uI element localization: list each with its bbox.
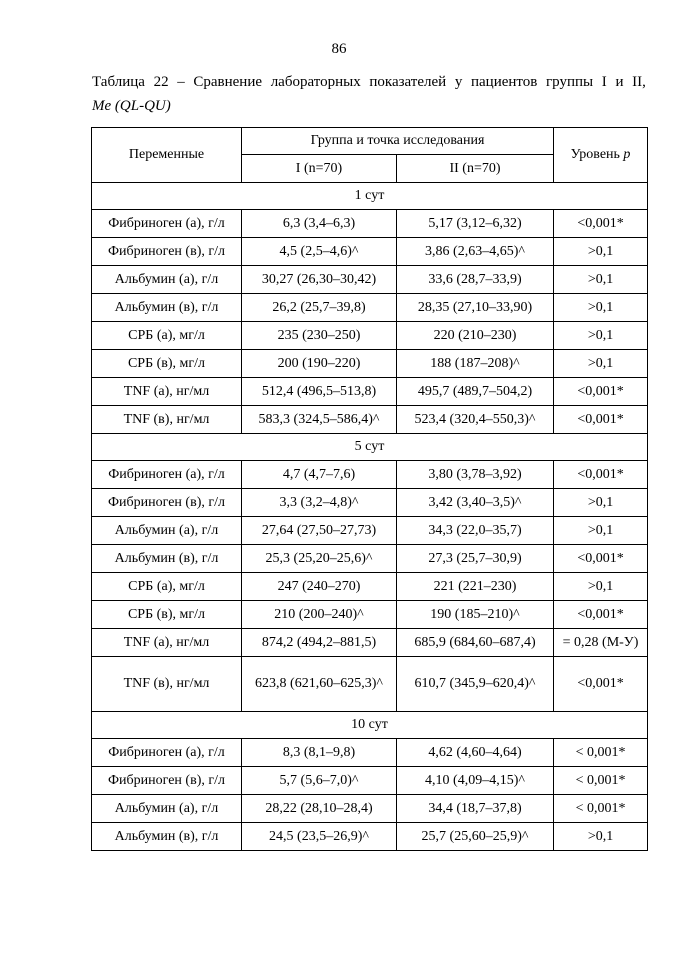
section-title: 10 сут xyxy=(92,712,648,739)
table-row xyxy=(92,657,648,712)
cell-p-value: >0,1 xyxy=(554,350,648,378)
caption-word: II, xyxy=(632,74,646,90)
cell-group-2: 28,35 (27,10–33,90) xyxy=(397,294,554,322)
cell-group-1: 4,7 (4,7–7,6) xyxy=(242,461,397,489)
cell-variable: СРБ (в), мг/л xyxy=(92,601,242,629)
cell-variable: TNF (а), нг/мл xyxy=(92,378,242,406)
caption-word: I xyxy=(601,74,607,90)
cell-p-value: >0,1 xyxy=(554,294,648,322)
cell-group-1: 874,2 (494,2–881,5) xyxy=(242,629,397,657)
cell-p-value: >0,1 xyxy=(554,322,648,350)
table-row xyxy=(92,629,648,657)
cell-group-1: 28,22 (28,10–28,4) xyxy=(242,795,397,823)
table-row xyxy=(92,378,648,406)
table-row xyxy=(92,601,648,629)
table-caption xyxy=(92,70,646,118)
cell-variable: Фибриноген (в), г/л xyxy=(92,238,242,266)
cell-variable: Фибриноген (в), г/л xyxy=(92,767,242,795)
cell-p-value: >0,1 xyxy=(554,489,648,517)
cell-group-1: 5,7 (5,6–7,0)^ xyxy=(242,767,397,795)
table-row xyxy=(92,545,648,573)
header-group-2: II (n=70) xyxy=(397,155,554,183)
table-row xyxy=(92,739,648,767)
cell-variable: Альбумин (в), г/л xyxy=(92,823,242,851)
cell-group-1: 210 (200–240)^ xyxy=(242,601,397,629)
table-row xyxy=(92,210,648,238)
cell-p-value: >0,1 xyxy=(554,823,648,851)
cell-p-value: <0,001* xyxy=(554,378,648,406)
cell-variable: Фибриноген (а), г/л xyxy=(92,739,242,767)
caption-word: пациентов xyxy=(471,74,538,90)
cell-group-2: 27,3 (25,7–30,9) xyxy=(397,545,554,573)
cell-group-2: 33,6 (28,7–33,9) xyxy=(397,266,554,294)
cell-group-1: 26,2 (25,7–39,8) xyxy=(242,294,397,322)
cell-group-2: 190 (185–210)^ xyxy=(397,601,554,629)
cell-variable: Фибриноген (а), г/л xyxy=(92,210,242,238)
cell-p-value: >0,1 xyxy=(554,266,648,294)
table-row xyxy=(92,266,648,294)
cell-group-2: 25,7 (25,60–25,9)^ xyxy=(397,823,554,851)
cell-group-2: 221 (221–230) xyxy=(397,573,554,601)
header-level-p: p xyxy=(623,147,631,162)
cell-variable: СРБ (в), мг/л xyxy=(92,350,242,378)
cell-group-2: 610,7 (345,9–620,4)^ xyxy=(397,657,554,712)
cell-p-value: < 0,001* xyxy=(554,795,648,823)
cell-group-1: 3,3 (3,2–4,8)^ xyxy=(242,489,397,517)
caption-word: у xyxy=(454,74,463,90)
table-row xyxy=(92,489,648,517)
cell-variable: TNF (а), нг/мл xyxy=(92,629,242,657)
header-variables: Переменные xyxy=(92,128,242,183)
cell-p-value: = 0,28 (М-У) xyxy=(554,629,648,657)
section-title: 1 сут xyxy=(92,183,648,210)
cell-group-2: 4,62 (4,60–4,64) xyxy=(397,739,554,767)
cell-variable: Альбумин (а), г/л xyxy=(92,517,242,545)
cell-group-2: 495,7 (489,7–504,2) xyxy=(397,378,554,406)
cell-group-1: 583,3 (324,5–586,4)^ xyxy=(242,406,397,434)
cell-variable: Фибриноген (а), г/л xyxy=(92,461,242,489)
cell-group-1: 4,5 (2,5–4,6)^ xyxy=(242,238,397,266)
table-row xyxy=(92,350,648,378)
cell-group-2: 3,42 (3,40–3,5)^ xyxy=(397,489,554,517)
cell-group-1: 8,3 (8,1–9,8) xyxy=(242,739,397,767)
caption-line-2: Me (QL-QU) xyxy=(92,98,171,114)
cell-group-2: 34,4 (18,7–37,8) xyxy=(397,795,554,823)
cell-group-2: 4,10 (4,09–4,15)^ xyxy=(397,767,554,795)
table-row xyxy=(92,517,648,545)
caption-word: группы xyxy=(546,74,594,90)
cell-group-2: 34,3 (22,0–35,7) xyxy=(397,517,554,545)
cell-variable: TNF (в), нг/мл xyxy=(92,406,242,434)
page-number: 86 xyxy=(331,41,347,57)
cell-group-1: 247 (240–270) xyxy=(242,573,397,601)
caption-word: Таблица xyxy=(92,74,145,90)
table-row xyxy=(92,238,648,266)
cell-group-1: 25,3 (25,20–25,6)^ xyxy=(242,545,397,573)
caption-word: и xyxy=(615,74,624,90)
cell-group-1: 30,27 (26,30–30,42) xyxy=(242,266,397,294)
table-row xyxy=(92,461,648,489)
cell-group-2: 188 (187–208)^ xyxy=(397,350,554,378)
section-header-row xyxy=(92,434,648,461)
cell-group-2: 220 (210–230) xyxy=(397,322,554,350)
caption-word: 22 xyxy=(153,74,169,90)
cell-variable: Альбумин (а), г/л xyxy=(92,795,242,823)
cell-group-1: 200 (190–220) xyxy=(242,350,397,378)
cell-variable: Альбумин (а), г/л xyxy=(92,266,242,294)
header-level-label: Уровень xyxy=(570,147,620,162)
cell-variable: Фибриноген (в), г/л xyxy=(92,489,242,517)
cell-group-1: 623,8 (621,60–625,3)^ xyxy=(242,657,397,712)
cell-group-2: 5,17 (3,12–6,32) xyxy=(397,210,554,238)
cell-p-value: >0,1 xyxy=(554,573,648,601)
table-row xyxy=(92,322,648,350)
header-group-1: I (n=70) xyxy=(242,155,397,183)
cell-group-1: 235 (230–250) xyxy=(242,322,397,350)
cell-variable: Альбумин (в), г/л xyxy=(92,294,242,322)
cell-variable: TNF (в), нг/мл xyxy=(92,657,242,712)
cell-group-2: 685,9 (684,60–687,4) xyxy=(397,629,554,657)
table-row xyxy=(92,294,648,322)
table-row xyxy=(92,823,648,851)
caption-word: Сравнение xyxy=(193,74,263,90)
header-group: Группа и точка исследования xyxy=(242,128,554,155)
cell-group-2: 3,80 (3,78–3,92) xyxy=(397,461,554,489)
table-body xyxy=(92,183,648,851)
caption-word: показателей xyxy=(369,74,447,90)
cell-group-2: 523,4 (320,4–550,3)^ xyxy=(397,406,554,434)
section-title: 5 сут xyxy=(92,434,648,461)
section-header-row xyxy=(92,712,648,739)
cell-p-value: <0,001* xyxy=(554,545,648,573)
cell-p-value: <0,001* xyxy=(554,657,648,712)
table-row xyxy=(92,767,648,795)
cell-p-value: <0,001* xyxy=(554,461,648,489)
cell-p-value: >0,1 xyxy=(554,238,648,266)
cell-group-1: 6,3 (3,4–6,3) xyxy=(242,210,397,238)
caption-line-1 xyxy=(92,70,646,94)
cell-variable: СРБ (а), мг/л xyxy=(92,322,242,350)
cell-p-value: <0,001* xyxy=(554,210,648,238)
caption-word: – xyxy=(177,74,185,90)
cell-variable: Альбумин (в), г/л xyxy=(92,545,242,573)
cell-p-value: < 0,001* xyxy=(554,739,648,767)
cell-p-value: < 0,001* xyxy=(554,767,648,795)
cell-group-1: 27,64 (27,50–27,73) xyxy=(242,517,397,545)
cell-group-1: 24,5 (23,5–26,9)^ xyxy=(242,823,397,851)
table-row xyxy=(92,795,648,823)
cell-group-1: 512,4 (496,5–513,8) xyxy=(242,378,397,406)
cell-variable: СРБ (а), мг/л xyxy=(92,573,242,601)
table-row xyxy=(92,573,648,601)
cell-p-value: >0,1 xyxy=(554,517,648,545)
cell-p-value: <0,001* xyxy=(554,601,648,629)
table-row xyxy=(92,406,648,434)
cell-p-value: <0,001* xyxy=(554,406,648,434)
cell-group-2: 3,86 (2,63–4,65)^ xyxy=(397,238,554,266)
header-level xyxy=(554,128,648,183)
section-header-row xyxy=(92,183,648,210)
lab-comparison-table xyxy=(91,127,648,851)
caption-word: лабораторных xyxy=(270,74,361,90)
